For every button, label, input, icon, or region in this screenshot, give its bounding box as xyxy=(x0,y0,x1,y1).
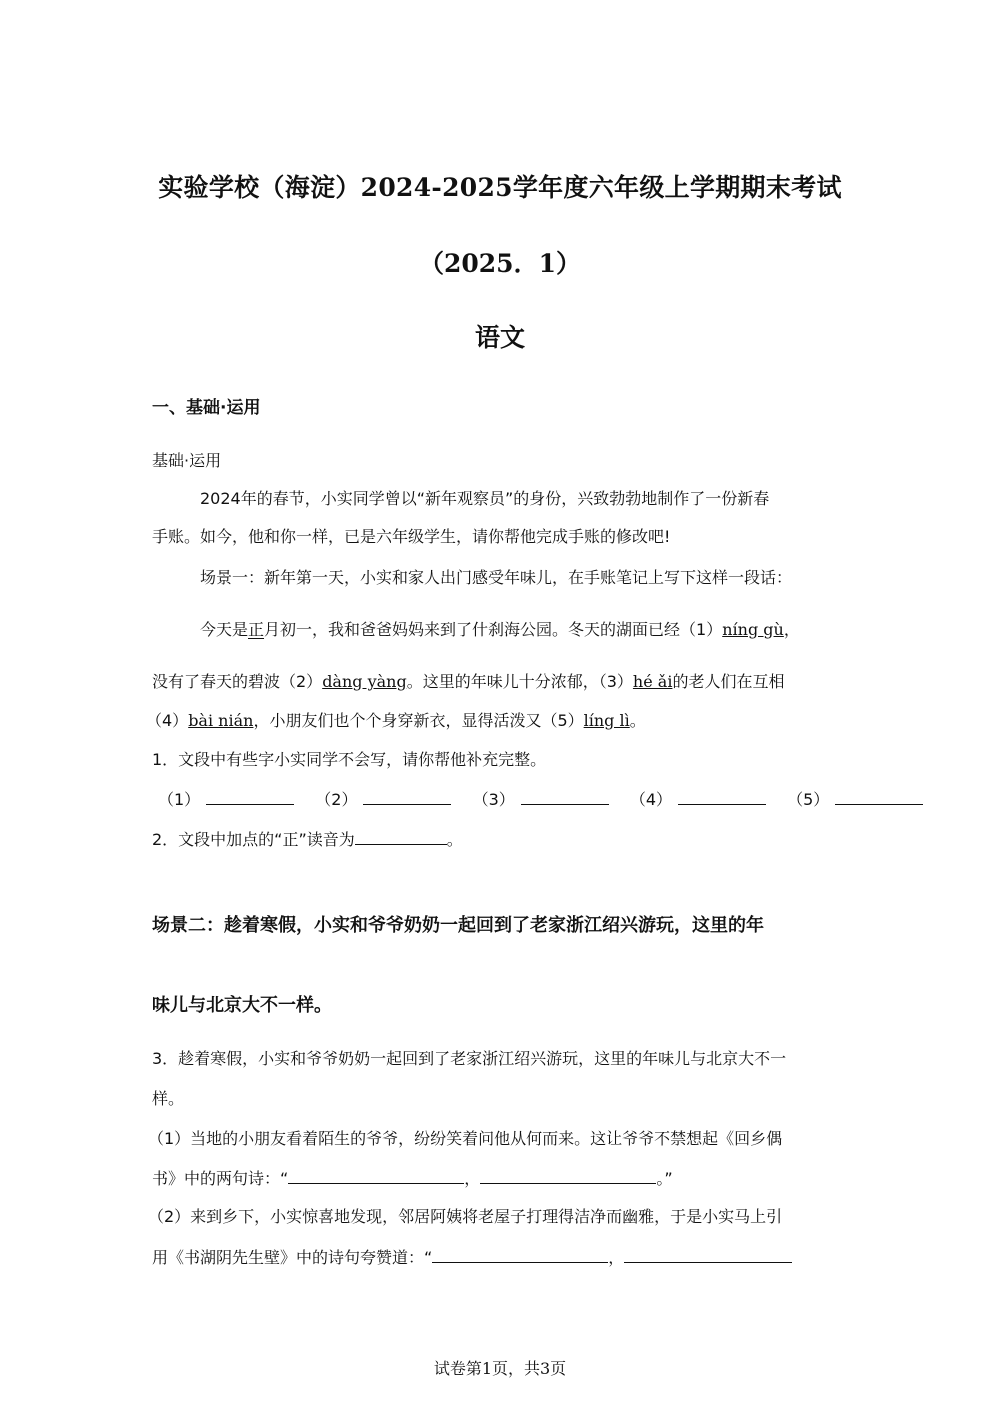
answer-blank[interactable] xyxy=(355,826,447,845)
passage-text: ，小朋友们也个个身穿新衣，显得活泼又（5） xyxy=(253,711,584,730)
question-3-line-2: 样。 xyxy=(152,1089,185,1108)
section-heading: 一、基础·运用 xyxy=(152,398,261,418)
blank-label: （3） xyxy=(472,790,515,809)
exam-subject: 语文 xyxy=(474,323,525,352)
question-text: 书》中的两句诗：“ xyxy=(152,1169,289,1188)
page-footer: 试卷第1页，共3页 xyxy=(433,1359,567,1378)
pinyin-3: hé ǎi xyxy=(632,672,673,691)
passage-text: 没有了春天的碧波（2） xyxy=(152,672,323,691)
passage-line-2 xyxy=(152,670,784,694)
scene1-text: 场景一：新年第一天，小实和家人出门感受年味儿，在手账笔记上写下这样一段话： xyxy=(200,568,793,587)
exam-date: （2025．1） xyxy=(419,249,581,278)
blank-label: （5） xyxy=(787,790,830,809)
question-text: ， xyxy=(608,1248,625,1267)
passage-text: 今天是 xyxy=(200,620,249,639)
question-text: ， xyxy=(464,1169,481,1188)
question-3-line-1: 3．趁着寒假，小实和爷爷奶奶一起回到了老家浙江绍兴游玩，这里的年味儿与北京大不一 xyxy=(152,1049,787,1068)
scene2-line-2: 味儿与北京大不一样。 xyxy=(152,995,332,1016)
blank-label: （2） xyxy=(315,790,358,809)
answer-blank[interactable] xyxy=(480,1165,656,1184)
question-text: 。 xyxy=(446,830,463,849)
passage-text: 的老人们在互相 xyxy=(672,672,785,691)
q3-sub1-line-2 xyxy=(152,1165,673,1191)
scene2-line-1: 场景二：趁着寒假，小实和爷爷奶奶一起回到了老家浙江绍兴游玩，这里的年 xyxy=(152,915,764,936)
q3-sub2-line-1: （2）来到乡下，小实惊喜地发现，邻居阿姨将老屋子打理得洁净而幽雅，于是小实马上引 xyxy=(148,1207,783,1226)
answer-blank[interactable] xyxy=(678,786,766,805)
q3-sub2-line-2 xyxy=(152,1244,792,1270)
blank-label: （1） xyxy=(158,790,201,809)
passage-text: ， xyxy=(783,620,800,639)
passage-line-1 xyxy=(200,618,800,642)
answer-blank[interactable] xyxy=(363,786,451,805)
passage-text: 。这里的年味儿十分浓郁，（3） xyxy=(406,672,633,691)
intro-line-1: 2024年的春节，小实同学曾以“新年观察员”的身份，兴致勃勃地制作了一份新春 xyxy=(200,489,770,508)
pinyin-4: bài nián xyxy=(188,711,254,730)
passage-line-3 xyxy=(146,709,646,733)
pinyin-5: líng lì xyxy=(583,711,630,730)
dotted-char: 正 xyxy=(248,620,265,639)
question-text: 。” xyxy=(656,1169,673,1188)
answer-blank[interactable] xyxy=(835,786,923,805)
answer-blank[interactable] xyxy=(432,1244,608,1263)
answer-blank[interactable] xyxy=(624,1244,792,1263)
pinyin-1: níng gù xyxy=(722,620,784,639)
section-subheading: 基础·运用 xyxy=(152,451,222,470)
intro-line-2: 手账。如今，他和你一样，已是六年级学生，请你帮他完成手账的修改吧! xyxy=(152,527,671,546)
answer-blank[interactable] xyxy=(206,786,294,805)
answer-blank[interactable] xyxy=(288,1165,464,1184)
q1-blanks xyxy=(158,786,939,812)
question-2 xyxy=(152,826,463,852)
exam-title: 实验学校（海淀）2024-2025学年度六年级上学期期末考试 xyxy=(158,173,842,202)
passage-text: 。 xyxy=(629,711,646,730)
q3-sub1-line-1: （1）当地的小朋友看着陌生的爷爷，纷纷笑着问他从何而来。这让爷爷不禁想起《回乡偶 xyxy=(148,1129,783,1148)
blank-label: （4） xyxy=(629,790,673,809)
pinyin-2: dàng yàng xyxy=(322,672,407,691)
question-text: 2．文段中加点的“正”读音为 xyxy=(152,830,355,849)
passage-text: （4） xyxy=(146,711,189,730)
question-text: 用《书湖阴先生壁》中的诗句夸赞道：“ xyxy=(152,1248,433,1267)
answer-blank[interactable] xyxy=(521,786,609,805)
question-1: 1．文段中有些字小实同学不会写，请你帮他补充完整。 xyxy=(152,750,547,769)
passage-text: 月初一，我和爸爸妈妈来到了什刹海公园。冬天的湖面已经（1） xyxy=(264,620,723,639)
